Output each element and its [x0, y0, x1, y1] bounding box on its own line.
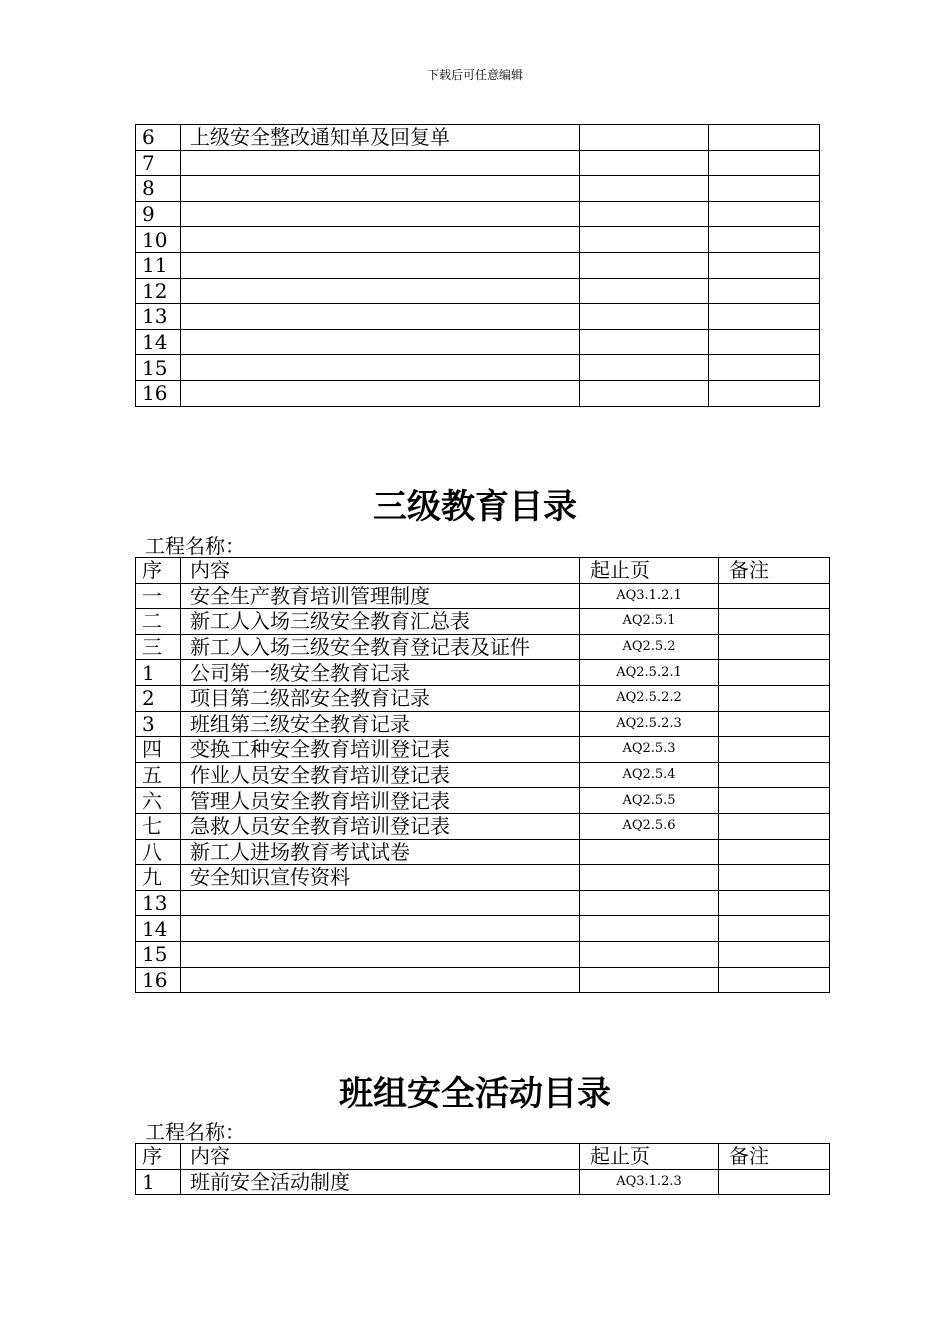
- table-row: [136, 609, 830, 635]
- cell-content: [181, 176, 580, 202]
- cell-content: [181, 304, 580, 330]
- three-level-education-table: [135, 557, 830, 993]
- cell-page: [580, 380, 709, 406]
- cell-no: 9: [136, 201, 181, 227]
- cell-page: [580, 941, 719, 967]
- project-name-label: 工程名称：: [145, 534, 245, 558]
- cell-no: 14: [136, 329, 181, 355]
- cell-content: 新工人入场三级安全教育登记表及证件: [181, 634, 580, 660]
- cell-content: 公司第一级安全教育记录: [181, 660, 580, 686]
- cell-page: AQ2.5.2.1: [580, 660, 719, 686]
- cell-note: [719, 634, 830, 660]
- cell-no: 13: [136, 890, 181, 916]
- cell-content: [181, 941, 580, 967]
- cell-note: [709, 329, 820, 355]
- cell-note: [719, 788, 830, 814]
- cell-content: [181, 252, 580, 278]
- cell-note: [709, 278, 820, 304]
- cell-content: 急救人员安全教育培训登记表: [181, 813, 580, 839]
- cell-content: [181, 355, 580, 381]
- table-row: [136, 201, 820, 227]
- cell-page: [580, 176, 709, 202]
- cell-no: 10: [136, 227, 181, 253]
- cell-no: 1: [136, 660, 181, 686]
- section-title-team-safety-activity: 班组安全活动目录: [339, 1074, 611, 1114]
- cell-no: 15: [136, 941, 181, 967]
- cell-note: [719, 660, 830, 686]
- table-row: [136, 227, 820, 253]
- table-row: [136, 304, 820, 330]
- cell-note: [709, 380, 820, 406]
- cell-note: [709, 355, 820, 381]
- table-row: [136, 941, 830, 967]
- cell-no: 14: [136, 916, 181, 942]
- cell-note: [719, 865, 830, 891]
- cell-content: [181, 380, 580, 406]
- cell-note: [709, 125, 820, 151]
- header-note-col: 备注: [719, 1144, 830, 1170]
- table-row: [136, 252, 820, 278]
- cell-content: 管理人员安全教育培训登记表: [181, 788, 580, 814]
- table-row: [136, 583, 830, 609]
- cell-page: [580, 890, 719, 916]
- cell-page: [580, 252, 709, 278]
- cell-note: [719, 609, 830, 635]
- cell-note: [719, 839, 830, 865]
- cell-content: [181, 890, 580, 916]
- cell-page: AQ2.5.1: [580, 609, 719, 635]
- cell-page: [580, 839, 719, 865]
- cell-content: [181, 329, 580, 355]
- cell-content: 班前安全活动制度: [181, 1169, 580, 1195]
- cell-note: [719, 583, 830, 609]
- cell-page: [580, 201, 709, 227]
- cell-note: [719, 890, 830, 916]
- cell-content: 新工人进场教育考试试卷: [181, 839, 580, 865]
- cell-page: AQ2.5.4: [580, 762, 719, 788]
- cell-page: AQ3.1.2.3: [580, 1169, 719, 1195]
- table-row: [136, 916, 830, 942]
- header-note-col: 备注: [719, 558, 830, 584]
- table-header-row: [136, 558, 830, 584]
- table-row: [136, 788, 830, 814]
- table-row: [136, 685, 830, 711]
- table-row: [136, 355, 820, 381]
- table-row: [136, 125, 820, 151]
- table-row: [136, 660, 830, 686]
- table-row: [136, 278, 820, 304]
- cell-note: [719, 813, 830, 839]
- table-row: [136, 737, 830, 763]
- cell-note: [719, 941, 830, 967]
- cell-content: 上级安全整改通知单及回复单: [181, 125, 580, 151]
- cell-content: 项目第二级部安全教育记录: [181, 685, 580, 711]
- cell-no: 一: [136, 583, 181, 609]
- cell-no: 16: [136, 967, 181, 993]
- cell-note: [719, 711, 830, 737]
- continuation-table: [135, 124, 820, 407]
- cell-no: 2: [136, 685, 181, 711]
- cell-no: 八: [136, 839, 181, 865]
- cell-no: 3: [136, 711, 181, 737]
- table-row: [136, 634, 830, 660]
- cell-page: [580, 355, 709, 381]
- cell-page: [580, 304, 709, 330]
- cell-page: [580, 227, 709, 253]
- cell-note: [709, 227, 820, 253]
- cell-page: AQ2.5.6: [580, 813, 719, 839]
- cell-content: [181, 916, 580, 942]
- header-no: 序: [136, 558, 181, 584]
- cell-page: AQ2.5.5: [580, 788, 719, 814]
- cell-no: 8: [136, 176, 181, 202]
- header-content: 内容: [181, 1144, 580, 1170]
- cell-no: 二: [136, 609, 181, 635]
- cell-page: [580, 125, 709, 151]
- cell-content: 班组第三级安全教育记录: [181, 711, 580, 737]
- cell-no: 1: [136, 1169, 181, 1195]
- header-page: 起止页: [580, 558, 719, 584]
- table-row: [136, 176, 820, 202]
- cell-note: [719, 685, 830, 711]
- table-row: [136, 1169, 830, 1195]
- header-content: 内容: [181, 558, 580, 584]
- cell-note: [709, 252, 820, 278]
- cell-page: AQ2.5.2.2: [580, 685, 719, 711]
- cell-note: [719, 737, 830, 763]
- table-row: [136, 967, 830, 993]
- cell-page: [580, 278, 709, 304]
- cell-page: [580, 865, 719, 891]
- header-note: 下载后可任意编辑: [426, 68, 523, 82]
- cell-page: [580, 150, 709, 176]
- project-name-label: 工程名称：: [145, 1120, 245, 1144]
- cell-no: 16: [136, 380, 181, 406]
- table-row: [136, 380, 820, 406]
- cell-content: [181, 150, 580, 176]
- cell-note: [719, 916, 830, 942]
- team-safety-activity-table: [135, 1143, 830, 1195]
- cell-note: [709, 304, 820, 330]
- table-row: [136, 711, 830, 737]
- cell-note: [709, 176, 820, 202]
- table-header-row: [136, 1144, 830, 1170]
- cell-no: 五: [136, 762, 181, 788]
- cell-no: 九: [136, 865, 181, 891]
- table-row: [136, 839, 830, 865]
- cell-no: 7: [136, 150, 181, 176]
- cell-page: [580, 967, 719, 993]
- cell-note: [709, 150, 820, 176]
- cell-content: 安全知识宣传资料: [181, 865, 580, 891]
- cell-page: [580, 329, 709, 355]
- cell-note: [719, 762, 830, 788]
- section-title-three-level-education: 三级教育目录: [373, 487, 577, 527]
- cell-note: [719, 1169, 830, 1195]
- cell-no: 13: [136, 304, 181, 330]
- cell-no: 七: [136, 813, 181, 839]
- cell-note: [719, 967, 830, 993]
- cell-no: 六: [136, 788, 181, 814]
- cell-no: 四: [136, 737, 181, 763]
- cell-content: [181, 227, 580, 253]
- cell-content: 安全生产教育培训管理制度: [181, 583, 580, 609]
- cell-no: 15: [136, 355, 181, 381]
- table-row: [136, 865, 830, 891]
- cell-no: 6: [136, 125, 181, 151]
- header-no: 序: [136, 1144, 181, 1170]
- table-row: [136, 762, 830, 788]
- cell-page: AQ2.5.3: [580, 737, 719, 763]
- cell-content: 变换工种安全教育培训登记表: [181, 737, 580, 763]
- table-row: [136, 150, 820, 176]
- cell-no: 三: [136, 634, 181, 660]
- cell-content: [181, 201, 580, 227]
- cell-content: [181, 278, 580, 304]
- cell-content: 作业人员安全教育培训登记表: [181, 762, 580, 788]
- cell-page: AQ2.5.2.3: [580, 711, 719, 737]
- table-row: [136, 329, 820, 355]
- table-row: [136, 890, 830, 916]
- table-row: [136, 813, 830, 839]
- cell-no: 11: [136, 252, 181, 278]
- cell-no: 12: [136, 278, 181, 304]
- cell-page: [580, 916, 719, 942]
- cell-note: [709, 201, 820, 227]
- cell-page: AQ2.5.2: [580, 634, 719, 660]
- cell-content: 新工人入场三级安全教育汇总表: [181, 609, 580, 635]
- header-page: 起止页: [580, 1144, 719, 1170]
- cell-content: [181, 967, 580, 993]
- cell-page: AQ3.1.2.1: [580, 583, 719, 609]
